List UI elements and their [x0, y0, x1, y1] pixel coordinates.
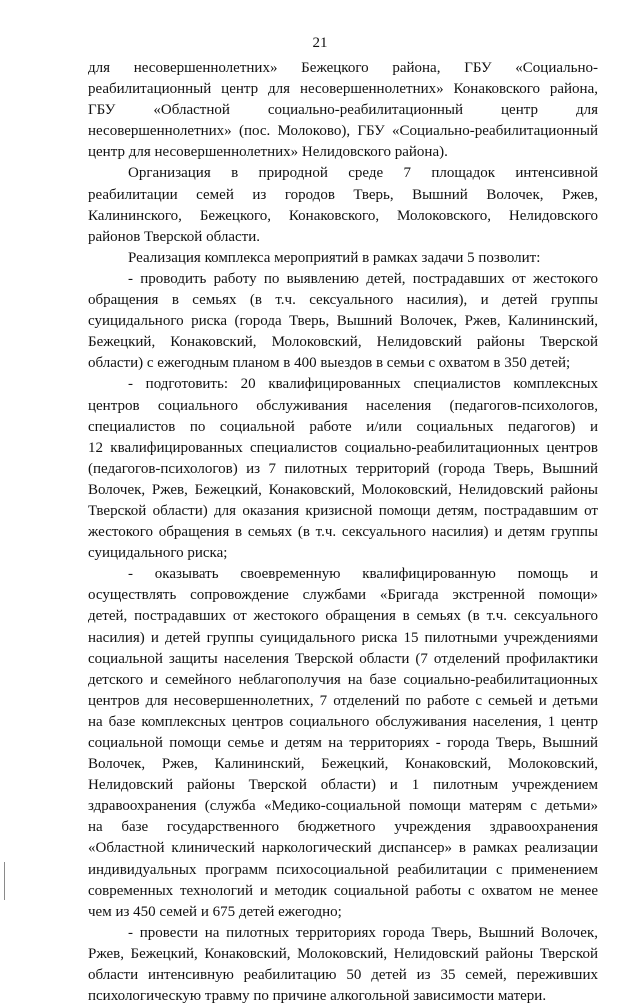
text-line: суицидального риска (города Тверь, Вышний Волочек, Ржев, Калининский, — [88, 313, 598, 330]
text-line: чем из 450 семей и 675 детей ежегодно; — [88, 903, 342, 920]
text-line: Реализация комплекса мероприятий в рамках задачи 5 позволит: — [128, 249, 541, 266]
text-line: несовершеннолетних» (пос. Молоково), ГБУ «Социально-реабилитационный — [88, 123, 598, 140]
text-line: Калининского, Бежецкого, Конаковского, Молоковского, Нелидовского — [88, 207, 598, 224]
text-line: районов Тверской области. — [88, 228, 260, 245]
text-line: Бежецкий, Конаковский, Молоковский, Нелидовский районы Тверской — [88, 334, 598, 351]
text-line: здравоохранения (служба «Медико-социальной помощи матерям с детьми» — [88, 798, 598, 815]
text-line: жестокого обращения в семьях (в т.ч. сексуального насилия) и детям группы — [88, 524, 598, 541]
text-line: насилия) и детей группы суицидального риска 15 пилотными учреждениями — [88, 629, 598, 646]
text-line: «Областной клинический наркологический диспансер» в рамках реализации — [88, 840, 598, 857]
text-line: центров для несовершеннолетних, 7 отделений по работе с семьей и детьми — [88, 692, 598, 709]
text-line: - провести на пилотных территориях города Тверь, Вышний Волочек, — [128, 924, 598, 941]
text-line: области интенсивную реабилитацию 50 детей из 35 семей, переживших — [88, 967, 598, 984]
text-line: Волочек, Ржев, Калининский, Бежецкий, Конаковский, Молоковский, — [88, 756, 598, 773]
text-line: 12 квалифицированных специалистов социально-реабилитационных центров — [88, 439, 598, 456]
body-text — [88, 58, 598, 1007]
text-line: осуществлять сопровождение службами «Бригада экстренной помощи» — [88, 587, 598, 604]
text-line: для несовершеннолетних» Бежецкого района, ГБУ «Социально- — [88, 60, 598, 76]
text-line: обращения в семьях (в т.ч. сексуального насилия), и детей группы — [88, 292, 598, 309]
text-line: центр для несовершеннолетних» Нелидовского района). — [88, 144, 448, 161]
text-line: суицидального риска; — [88, 545, 228, 562]
text-line: ГБУ «Областной социально-реабилитационный центр для — [88, 102, 598, 119]
page-number: 21 — [312, 35, 328, 51]
text-line: психологическую травму по причине алкогольной зависимости матери. — [88, 988, 547, 1005]
text-line: детей, пострадавших от жестокого обращения в семьях (в т.ч. сексуального — [88, 608, 598, 625]
text-line: области) с ежегодным планом в 400 выездов в семьи с охватом в 350 детей; — [88, 355, 571, 372]
text-line: на базе комплексных центров социального обслуживания населения, 1 центр — [88, 713, 598, 730]
text-line: - проводить работу по выявлению детей, пострадавших от жестокого — [128, 270, 598, 287]
text-line: социальной защиты населения Тверской области (7 отделений профилактики — [88, 650, 598, 667]
text-line: современных технологий и методик социальной работы с охватом не менее — [88, 882, 598, 899]
text-line: центров социального обслуживания населения (педагогов-психологов, — [88, 397, 598, 414]
text-line: Волочек, Ржев, Бежецкий, Конаковский, Молоковский, Нелидовский районы — [88, 481, 598, 498]
text-line: на базе государственного бюджетного учреждения здравоохранения — [88, 819, 598, 836]
text-line: специалистов по социальной работе и/или социальных педагогов) и — [88, 418, 598, 435]
text-line: индивидуальных программ психосоциальной реабилитации с применением — [88, 861, 598, 878]
text-line: Нелидовский районы Тверской области) и 1 пилотным учреждением — [88, 777, 598, 794]
text-line: детского и семейного неблагополучия на базе социально-реабилитационных — [88, 671, 598, 688]
text-line: - оказывать своевременную квалифицированную помощь и — [128, 566, 598, 583]
text-line: реабилитационный центр для несовершеннолетних» Конаковского района, — [88, 81, 598, 98]
text-line: (педагогов-психологов) из 7 пилотных территорий (города Тверь, Вышний — [88, 460, 598, 477]
text-line: - подготовить: 20 квалифицированных специалистов комплексных — [128, 376, 598, 393]
text-line: Ржев, Бежецкий, Конаковский, Молоковский, Нелидовский районы Тверской — [88, 945, 598, 962]
text-line: Тверской области) для оказания кризисной помощи детям, пострадавшим от — [88, 502, 598, 519]
scan-edge-mark — [4, 862, 5, 900]
text-line: Организация в природной среде 7 площадок интенсивной — [128, 165, 598, 182]
text-line: реабилитации семей из городов Тверь, Вышний Волочек, Ржев, — [88, 186, 598, 203]
text-line: социальной помощи семье и детям на территориях - города Тверь, Вышний — [88, 735, 598, 751]
